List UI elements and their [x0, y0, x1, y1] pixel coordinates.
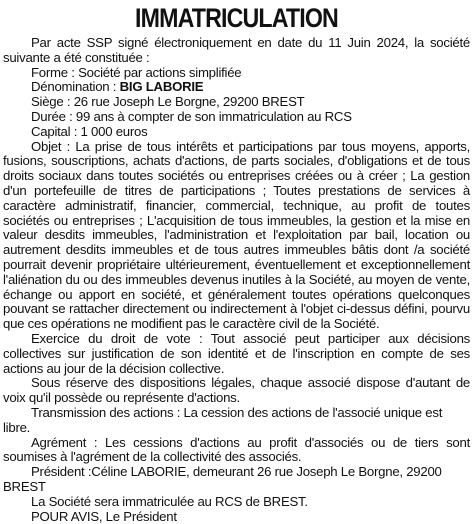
immatriculation-line: La Société sera immatriculée au RCS de BREST.: [3, 495, 470, 510]
vote-paragraph: Exercice du droit de vote : Tout associé peut participer aux décisions collectives sur justification de son identité et de l'inscription en compte de ses actions au jour de la décision collective.: [3, 332, 470, 376]
reserve-paragraph: Sous réserve des dispositions légales, chaque associé dispose d'autant de voix qu'il possède ou représente d'actions.: [3, 376, 470, 406]
denomination-value: BIG LABORIE: [120, 79, 204, 94]
duree-line: Durée : 99 ans à compter de son immatriculation au RCS: [3, 110, 470, 125]
intro-paragraph: Par acte SSP signé électroniquement en date du 11 Juin 2024, la société suivante a été constituée :: [3, 36, 470, 66]
forme-line: Forme : Société par actions simplifiée: [3, 66, 470, 81]
signature-line: POUR AVIS, Le Président: [3, 510, 470, 524]
denomination-line: [3, 80, 470, 95]
denomination-label: Dénomination :: [31, 79, 120, 94]
president-line: Président :Céline LABORIE, demeurant 26 rue Joseph Le Borgne, 29200 BREST: [3, 465, 470, 495]
siege-line: Siège : 26 rue Joseph Le Borgne, 29200 BREST: [3, 95, 470, 110]
notice-title: IMMATRICULATION: [36, 2, 438, 34]
agrement-paragraph: Agrément : Les cessions d'actions au profit d'associés ou de tiers sont soumises à l'agrément de la collectivité des associés.: [3, 436, 470, 466]
capital-line: Capital : 1 000 euros: [3, 125, 470, 140]
objet-paragraph: Objet : La prise de tous intérêts et participations par tous moyens, apports, fusions, souscriptions, achats d'actions, de parts sociales, d'obligations et de tous droits sociaux dans toutes sociétés ou entreprises créées ou à créer ; La gestion d'un portefeuille de titres de participations ; Toutes prestations de services à caractère administratif, financier, commercial, technique, au profit de toutes sociétés ou entreprises ; L'acquisition de tous immeubles, la gestion et la mise en valeur desdits immeubles, l'administration et l'exploitation par bail, location ou autrement desdits immeubles et de tous autres immeubles bâtis dont /a société pourrait devenir propriétaire ultérieurement, éventuellement et exceptionnellement l'aliénation du ou des immeubles devenus inutiles à la Société, au moyen de vente, échange ou apport en société, et généralement toutes opérations quelconques pouvant se rattacher directement ou indirectement à l'objet ci-dessus défini, pourvu que ces opérations ne modifient pas le caractère civil de la Société.: [3, 140, 470, 332]
notice-body: [3, 36, 470, 524]
transmission-line: Transmission des actions : La cession des actions de l'associé unique est libre.: [3, 406, 470, 436]
